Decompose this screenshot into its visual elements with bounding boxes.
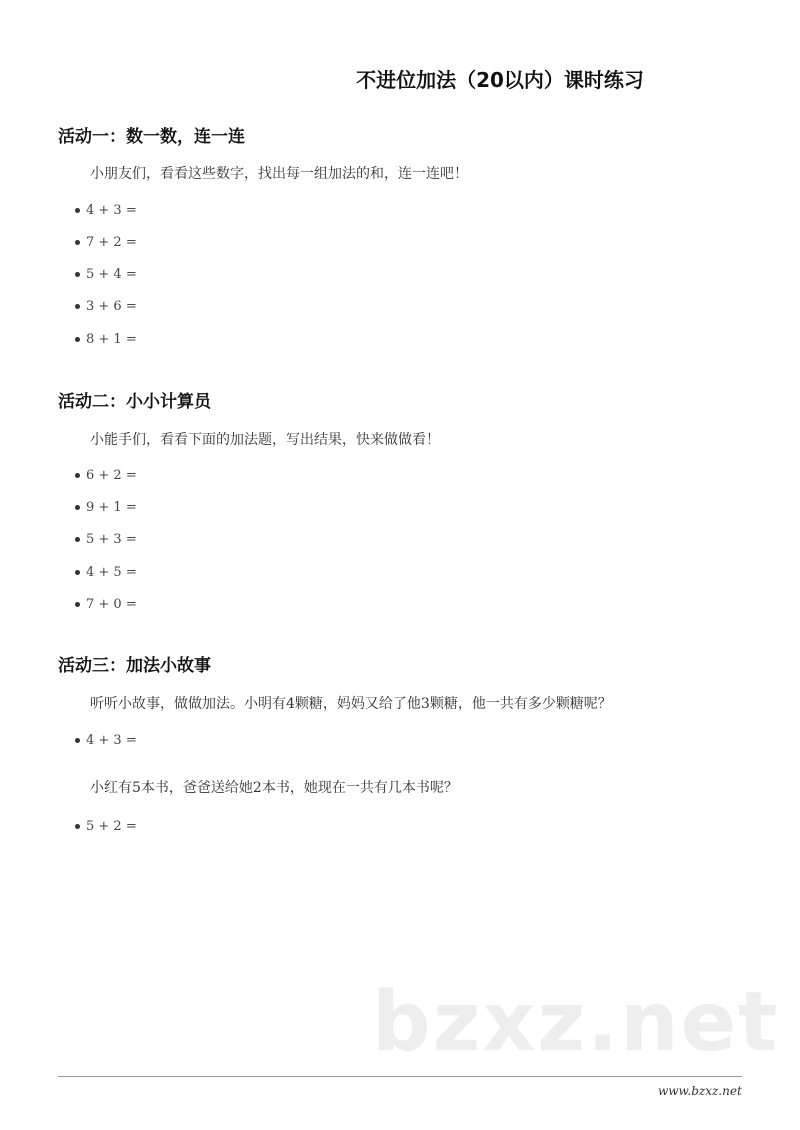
equation: 4 + 3 = xyxy=(86,203,137,218)
activity-1-intro: 小朋友们，看看这些数字，找出每一组加法的和，连一连吧！ xyxy=(90,166,468,182)
equation: 5 + 2 = xyxy=(86,819,137,834)
bullet-icon xyxy=(75,537,80,542)
footer-divider xyxy=(58,1076,742,1077)
list-item xyxy=(75,532,137,547)
bullet-icon xyxy=(75,337,80,342)
bullet-icon xyxy=(75,272,80,277)
activity-3-intro-2: 小红有5本书，爸爸送给她2本书，她现在一共有几本书呢？ xyxy=(90,780,458,796)
list-item xyxy=(75,299,137,314)
bullet-icon xyxy=(75,208,80,213)
bullet-icon xyxy=(75,240,80,245)
list-item xyxy=(75,565,137,580)
list-item xyxy=(75,819,137,834)
list-item xyxy=(75,468,137,483)
list-item xyxy=(75,203,137,218)
bullet-icon xyxy=(75,570,80,575)
equation: 8 + 1 = xyxy=(86,332,137,347)
bullet-icon xyxy=(75,824,80,829)
activity-3-heading: 活动三：加法小故事 xyxy=(58,656,211,676)
bullet-icon xyxy=(75,473,80,478)
activity-2-intro: 小能手们，看看下面的加法题，写出结果，快来做做看！ xyxy=(90,432,440,448)
equation: 4 + 5 = xyxy=(86,565,137,580)
equation: 5 + 4 = xyxy=(86,267,137,282)
equation: 4 + 3 = xyxy=(86,733,137,748)
equation: 6 + 2 = xyxy=(86,468,137,483)
equation: 9 + 1 = xyxy=(86,500,137,515)
equation: 7 + 0 = xyxy=(86,597,137,612)
list-item xyxy=(75,733,137,748)
list-item xyxy=(75,597,137,612)
page-title-text: 不进位加法（20以内）课时练习 xyxy=(356,68,644,92)
footer-url: www.bzxz.net xyxy=(658,1084,742,1098)
bullet-icon xyxy=(75,304,80,309)
equation: 5 + 3 = xyxy=(86,532,137,547)
activity-3-intro: 听听小故事，做做加法。小明有4颗糖，妈妈又给了他3颗糖，他一共有多少颗糖呢？ xyxy=(90,696,612,712)
list-item xyxy=(75,267,137,282)
bullet-icon xyxy=(75,602,80,607)
bullet-icon xyxy=(75,738,80,743)
list-item xyxy=(75,235,137,250)
activity-2-heading: 活动二：小小计算员 xyxy=(58,392,211,412)
equation: 3 + 6 = xyxy=(86,299,137,314)
list-item xyxy=(75,332,137,347)
activity-1-heading: 活动一：数一数，连一连 xyxy=(58,127,245,147)
watermark: bzxz.net xyxy=(372,975,780,1070)
equation: 7 + 2 = xyxy=(86,235,137,250)
list-item xyxy=(75,500,137,515)
page-title xyxy=(0,64,800,93)
bullet-icon xyxy=(75,505,80,510)
